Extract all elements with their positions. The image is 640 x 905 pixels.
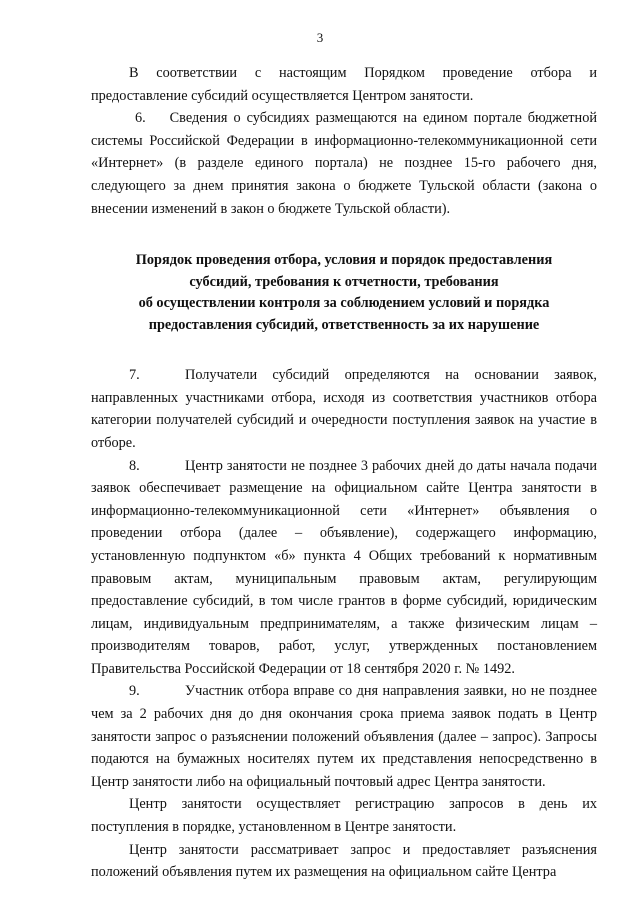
paragraph-8 [91,455,597,681]
section-heading [91,250,597,336]
document-body [91,62,597,884]
paragraph-7 [91,364,597,454]
paragraph-number: 8. [129,457,140,474]
paragraph-number: 6. [135,110,146,127]
paragraph-text: Сведения о субсидиях размещаются на едином портале бюджетной системы Российской Федерации в информационно-телекоммуникационной сети «Интернет» (в разделе единого портала) не позднее 15-го рабочего дня, следующего за днем принятия закона о бюджете Тульской области (закона о внесении изменений в закон о бюджете Тульской области). [91,110,598,217]
heading-line: субсидий, требования к отчетности, требования [189,273,499,290]
paragraph-6 [91,107,597,220]
paragraph-number: 9. [129,683,140,700]
paragraph-number: 7. [129,367,140,384]
paragraph-9 [91,680,597,793]
paragraph-text: Участник отбора вправе со дня направления заявки, но не позднее чем за 2 рабочих дня до дня окончания срока приема заявок подать в Центр занятости запрос о разъяснении положений объявления (далее – запрос). Запросы подаются на бумажных носителях путем их представления непосредственно в Центр занятости либо на официальный почтовый адрес Центра занятости. [91,683,597,790]
paragraph-text: Центр занятости не позднее 3 рабочих дней до даты начала подачи заявок обеспечивает размещение на официальном сайте Центра занятости в информационно-телекоммуникационной сети «Интернет» объявления о проведении отбора (далее – объявление), содержащего информацию, установленную подпунктом «б» пункта 4 Общих требований к нормативным правовым актам, муниципальным правовым актам, регулирующим предоставление субсидий, в том числе грантов в форме субсидий, юридическим лицам, индивидуальным предпринимателям, а также физическим лицам – производителям товаров, работ, услуг, утвержденных постановлением Правительства Российской Федерации от 18 сентября 2020 г. № 1492. [91,457,597,677]
heading-line: об осуществлении контроля за соблюдением условий и порядка [138,295,550,312]
paragraph-9-registration: Центр занятости осуществляет регистрацию запросов в день их поступления в порядке, установленном в Центре занятости. [91,796,597,836]
paragraph-text: Получатели субсидий определяются на основании заявок, направленных участниками отбора, исходя из соответствия участников отбора категории получателей субсидий и очередности поступления заявок на участие в отборе. [91,367,597,451]
paragraph-intro: В соответствии с настоящим Порядком проведение отбора и предоставление субсидий осуществляется Центром занятости. [91,65,597,104]
heading-line: предоставления субсидий, ответственность за их нарушение [148,316,540,333]
heading-line: Порядок проведения отбора, условия и порядок предоставления [135,252,553,269]
page-number: 3 [316,30,324,45]
paragraph-9-clarification: Центр занятости рассматривает запрос и предоставляет разъяснения положений объявления путем их размещения на официальном сайте Центра [91,841,597,881]
